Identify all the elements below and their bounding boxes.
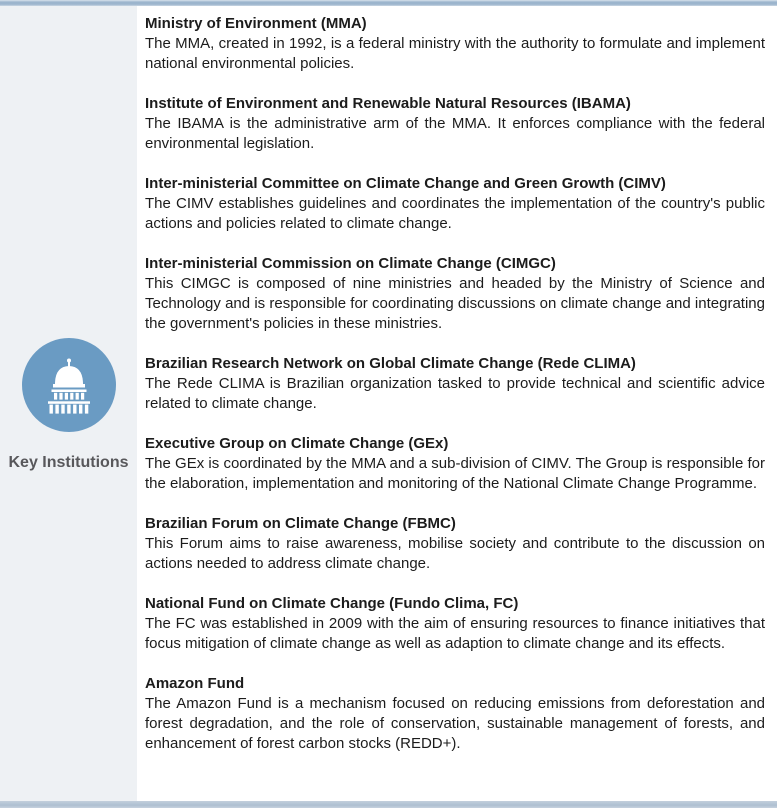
section-heading: Inter-ministerial Committee on Climate Change and Green Growth (CIMV) [145, 175, 666, 192]
section-heading: Brazilian Research Network on Global Climate Change (Rede CLIMA) [145, 355, 636, 372]
section-gex [145, 434, 765, 494]
section-body: The CIMV establishes guidelines and coordinates the implementation of the country's public actions and policies related to climate change. [145, 195, 765, 232]
section-heading: National Fund on Climate Change (Fundo Clima, FC) [145, 595, 519, 612]
sidebar [0, 6, 137, 801]
section-body: The FC was established in 2009 with the aim of ensuring resources to finance initiatives that focus mitigation of climate change as well as adaption to climate change and its effects. [145, 615, 765, 652]
capitol-building-icon [22, 338, 116, 432]
section-heading: Institute of Environment and Renewable Natural Resources (IBAMA) [145, 95, 631, 112]
section-body: This Forum aims to raise awareness, mobilise society and contribute to the discussion on actions needed to address climate change. [145, 535, 765, 572]
section-cimv [145, 174, 765, 234]
section-body: The Rede CLIMA is Brazilian organization tasked to provide technical and scientific advice related to climate change. [145, 375, 765, 412]
section-fundo-clima [145, 594, 765, 654]
section-body: The IBAMA is the administrative arm of the MMA. It enforces compliance with the federal environmental legislation. [145, 115, 765, 152]
content-area [137, 6, 777, 801]
section-body: The GEx is coordinated by the MMA and a sub-division of CIMV. The Group is responsible for the elaboration, implementation and monitoring of the National Climate Change Programme. [145, 455, 765, 492]
sidebar-label: Key Institutions [8, 454, 129, 471]
section-rede-clima [145, 354, 765, 414]
bottom-border-bar [0, 801, 777, 808]
section-fbmc [145, 514, 765, 574]
section-body: The Amazon Fund is a mechanism focused on reducing emissions from deforestation and forest degradation, and the role of conservation, sustainable management of forests, and enhancement of forest carbon stocks (REDD+). [145, 695, 765, 752]
section-heading: Brazilian Forum on Climate Change (FBMC) [145, 515, 456, 532]
section-mma [145, 14, 765, 74]
section-heading: Executive Group on Climate Change (GEx) [145, 435, 449, 452]
section-heading: Inter-ministerial Commission on Climate Change (CIMGC) [145, 255, 556, 272]
section-body: This CIMGC is composed of nine ministries and headed by the Ministry of Science and Technology and is responsible for coordinating discussions on climate change and integrating the government's policies in these ministries. [145, 275, 765, 332]
section-ibama [145, 94, 765, 154]
panel-layout [0, 6, 777, 801]
section-cimgc [145, 254, 765, 334]
section-amazon-fund [145, 674, 765, 754]
section-heading: Amazon Fund [145, 675, 245, 692]
section-heading: Ministry of Environment (MMA) [145, 15, 367, 32]
section-body: The MMA, created in 1992, is a federal ministry with the authority to formulate and implement national environmental policies. [145, 35, 765, 72]
